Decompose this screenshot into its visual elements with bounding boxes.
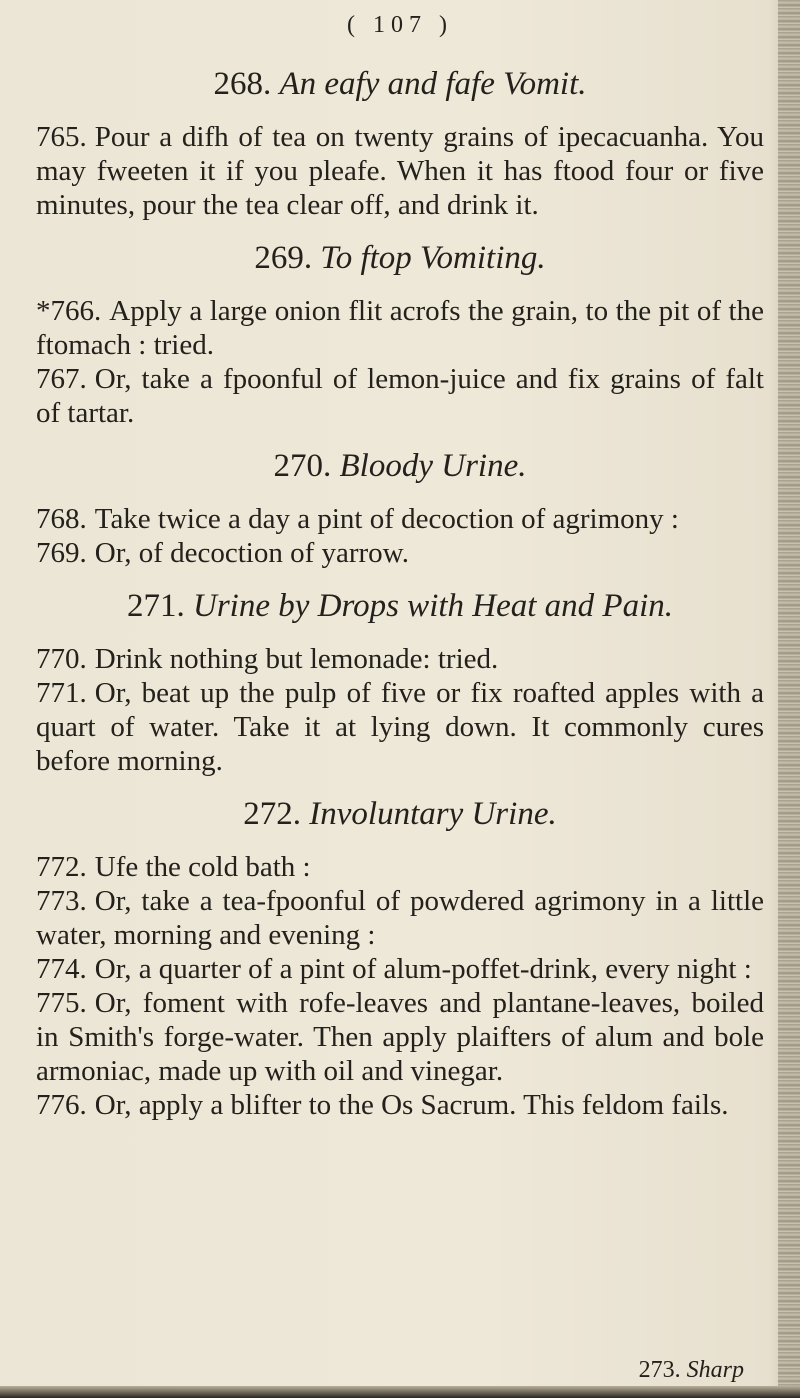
section-number: 270. [273,448,332,484]
catchword [639,1357,744,1384]
entry-number: 770. [36,643,87,675]
entry-text: Or, apply a blifter to the Os Sacrum. This feldom fails. [94,1089,729,1121]
section-number: 268. [213,66,272,102]
section-heading [36,584,764,628]
section-271 [36,584,764,778]
section-heading [36,444,764,488]
entry-text: Take twice a day a pint of decoction of agrimony : [94,503,679,535]
entry-text: Or, take a tea-fpoonful of powdered agrimony in a little water, morning and evening : [36,885,764,951]
entry-text: Pour a difh of tea on twenty grains of ipecacuanha. You may fweeten it if you pleafe. When it has ftood four or five minutes, pour the tea clear off, and drink it. [36,121,764,221]
entry-text: Drink nothing but lemonade: tried. [94,643,499,675]
entry-773 [36,884,764,952]
entry-number: 776. [36,1089,87,1121]
entry-text: Or, of decoction of yarrow. [94,537,409,569]
entry-number: 775. [36,987,87,1019]
entry-number: 773. [36,885,87,917]
section-title: Bloody Urine. [339,448,527,484]
entry-text: Apply a large onion flit acrofs the grain, to the pit of the ftomach : tried. [36,295,764,361]
entry-text: Or, take a fpoonful of lemon-juice and fix grains of falt of tartar. [36,363,764,429]
page-edge [778,0,800,1398]
entry-number: 768. [36,503,87,535]
section-number: 271. [127,588,185,624]
section-title: Urine by Drops with Heat and Pain. [193,588,673,624]
section-269 [36,236,764,430]
entry-number: 772. [36,851,87,883]
entry-text: Or, foment with rofe-leaves and plantane-leaves, boiled in Smith's forge-water. Then apply plaifters of alum and bole armoniac, made up with oil and vinegar. [36,987,764,1087]
entry-767 [36,362,764,430]
section-title: An eafy and fafe Vomit. [279,66,587,102]
entry-number: 767. [36,363,87,395]
entry-770 [36,642,764,676]
entry-775 [36,986,764,1088]
entry-774 [36,952,764,986]
section-272 [36,792,764,1122]
page-body [36,62,764,1122]
entry-text: Ufe the cold bath : [94,851,311,883]
entry-number: 769. [36,537,87,569]
catchword-word: Sharp [686,1357,744,1383]
entry-number: 765. [36,121,87,153]
section-heading [36,236,764,280]
entry-number: 771. [36,677,87,709]
entry-text: Or, a quarter of a pint of alum-poffet-drink, every night : [94,953,752,985]
section-270 [36,444,764,570]
section-title: To ftop Vomiting. [320,240,546,276]
section-number: 269. [254,240,313,276]
section-heading [36,792,764,836]
entry-769 [36,536,764,570]
entry-771 [36,676,764,778]
section-heading [36,62,764,106]
entry-number: *766. [36,295,102,327]
page-bottom-edge [0,1386,800,1398]
page-number: ( 107 ) [347,12,453,38]
section-title: Involuntary Urine. [309,796,557,832]
entry-776 [36,1088,764,1122]
entry-number: 774. [36,953,87,985]
catchword-signature: 273. [638,1357,681,1383]
entry-765 [36,120,764,222]
entry-772 [36,850,764,884]
entry-768 [36,502,764,536]
entry-766 [36,294,764,362]
section-268 [36,62,764,222]
entry-text: Or, beat up the pulp of five or fix roafted apples with a quart of water. Take it at lying down. It commonly cures before morning. [36,677,764,777]
section-number: 272. [243,796,302,832]
